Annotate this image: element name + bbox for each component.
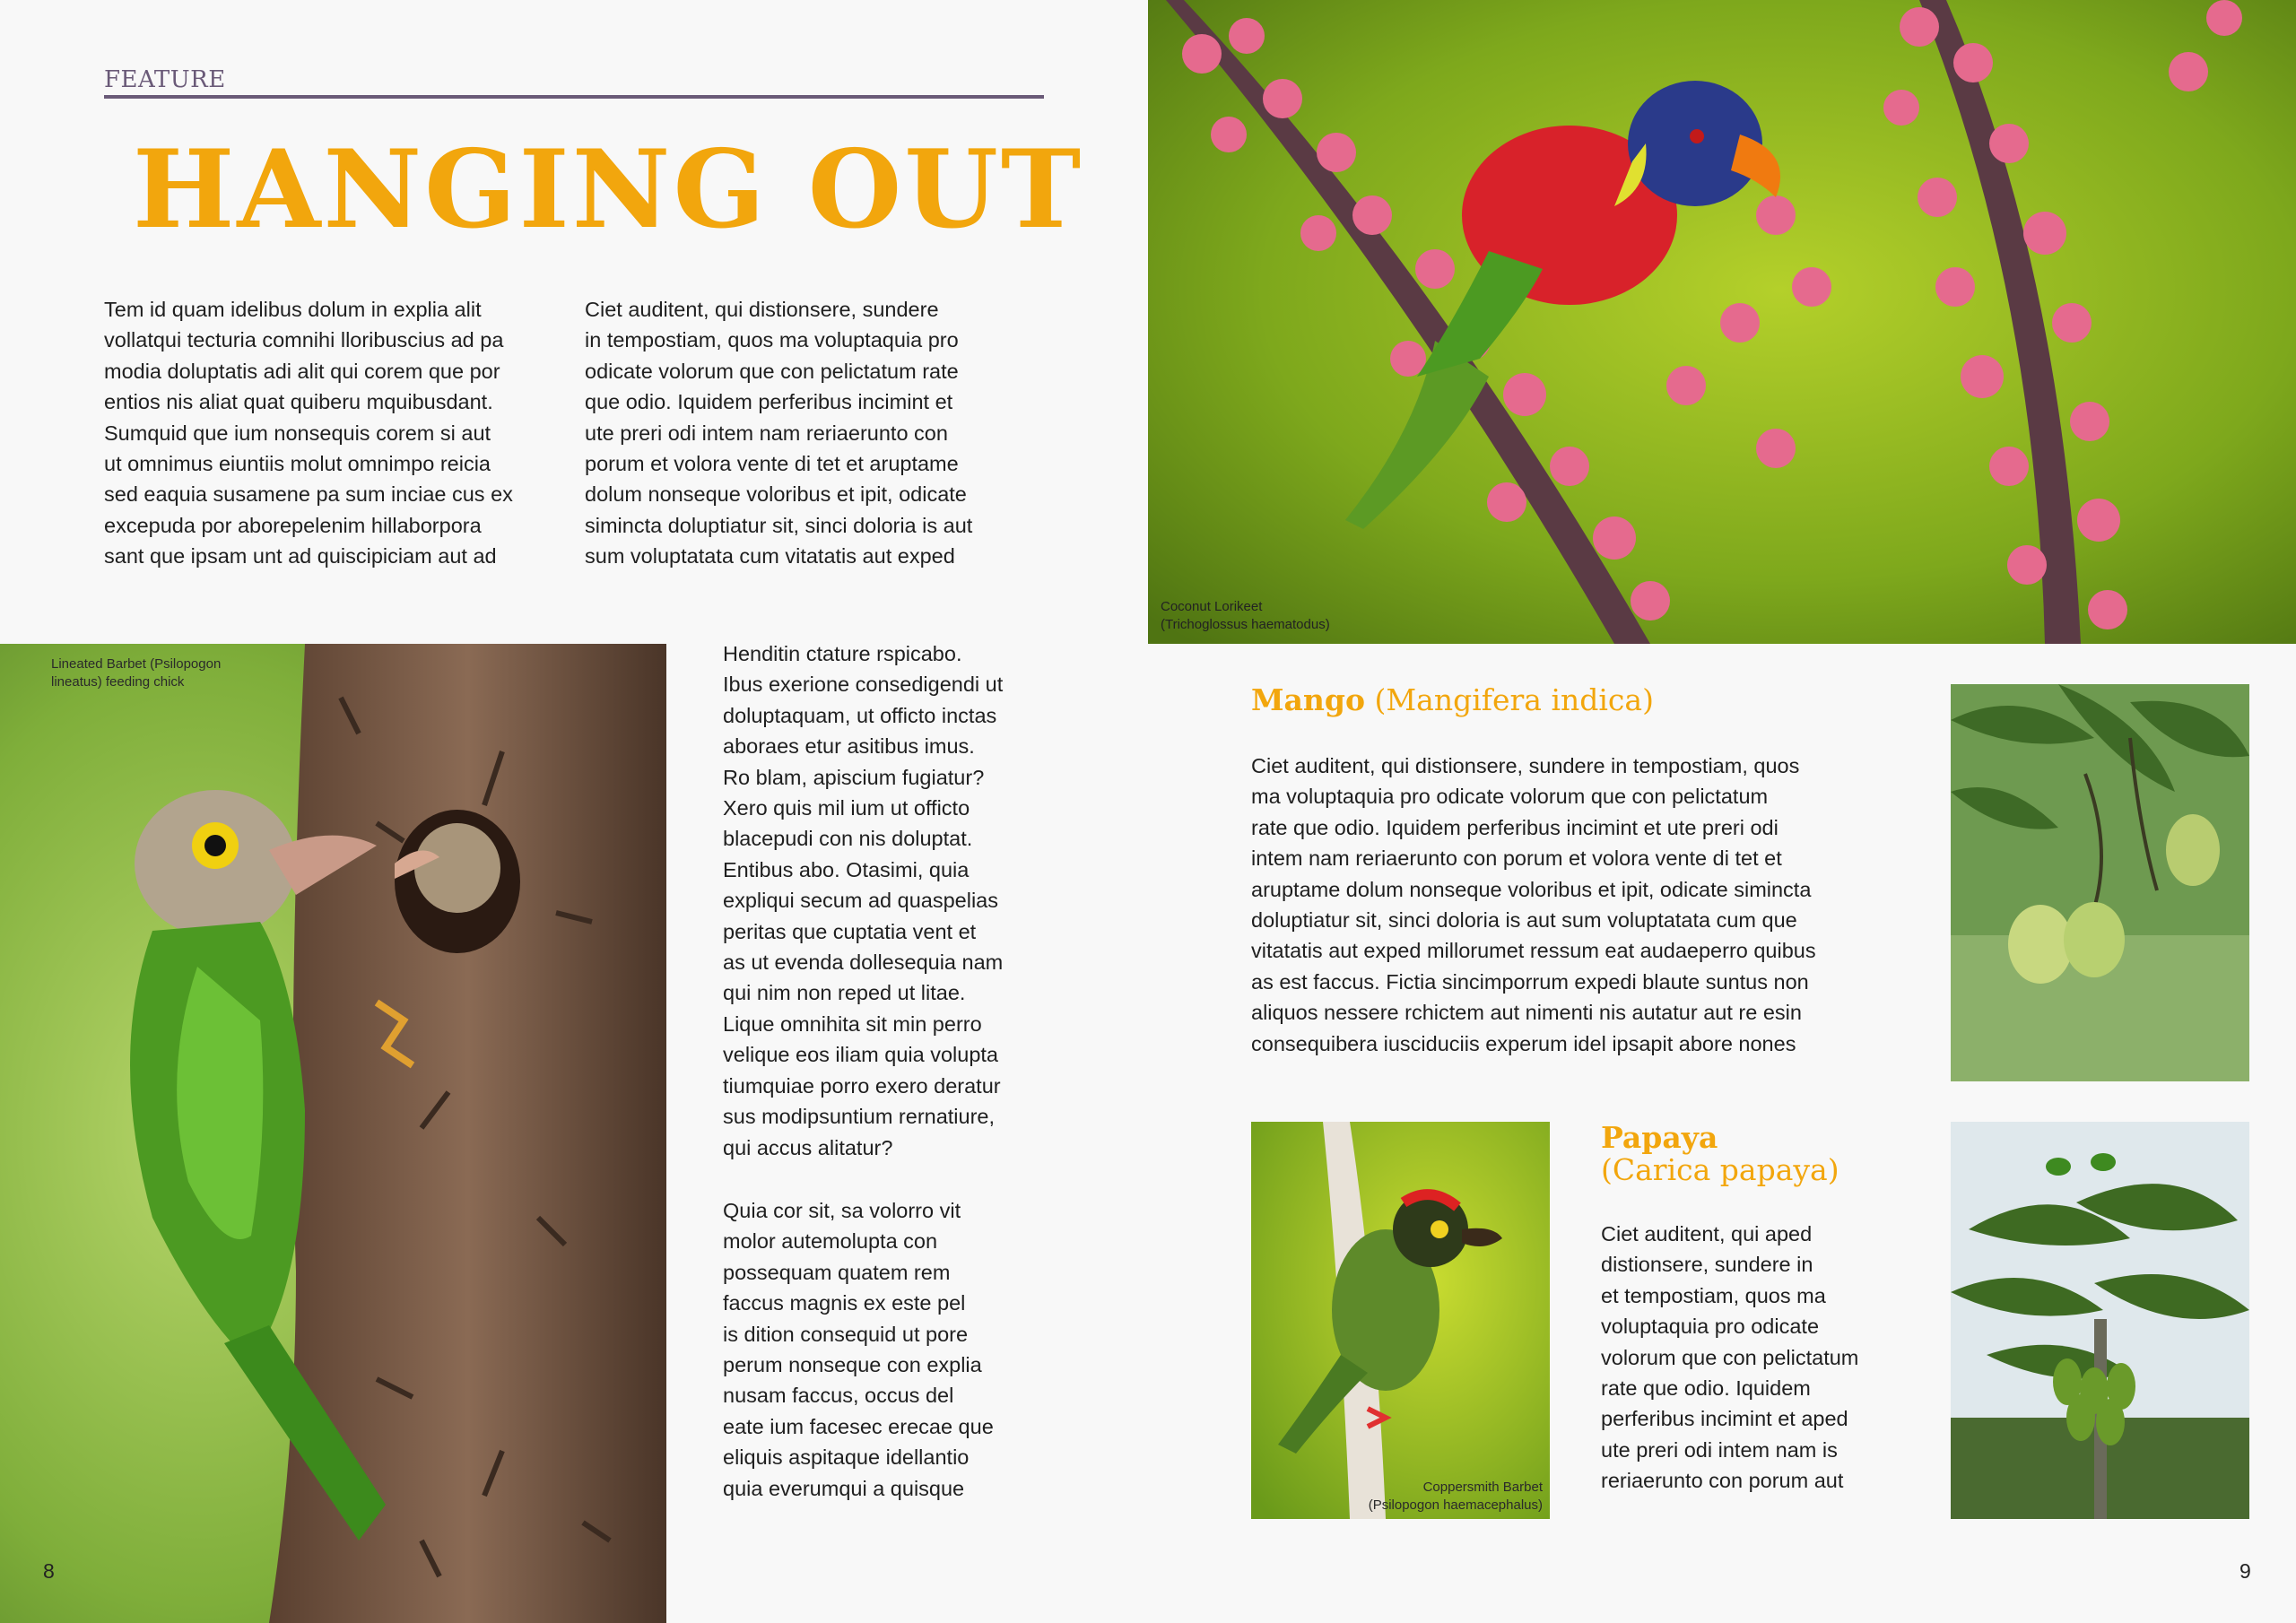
mango-heading-name: Mango — [1251, 682, 1365, 717]
lorikeet-caption: Coconut Lorikeet (Trichoglossus haematodus) — [1161, 599, 1330, 632]
mango-text: Ciet auditent, qui distionsere, sundere in tempostiam, quos ma voluptaquia pro odicate volorum que con pelictatum rate que odio. Iquidem perferibus incimint et ute preri odi intem nam reriaerunto con porum et volora vente di tet et aruptame dolum nonseque voloribus et ipit, odicate simincta doluptiatur sit, sinci doloria is aut sum voluptatata cum que vitatatis aut exped millorumet ressum eat audaeperro quibus as est faccus. Fictia sincimporrum expedi blaute suntus non aliquos nessere rchictem aut nimenti nis autatur aut re esin consequibera iusciduciis experum idel ipsapit abore nones — [1251, 754, 1816, 1055]
coppersmith-caption: Coppersmith Barbet (Psilopogon haemacephalus) — [1368, 1480, 1543, 1513]
intro-column-1: Tem id quam idelibus dolum in explia alit vollatqui tecturia comnihi lloribuscius ad pa modia doluptatis adi alit qui corem que por entios nis aliat quat quiberu mquibusdant. Sumquid que ium nonsequis corem si aut ut omnimus eiuntiis molut omnimpo reicia sed eaquia susamene pa sum inciae cus ex excepuda por aborepelenim hillaborpora sant que ipsam unt ad quiscipiciam aut ad — [104, 298, 513, 568]
papaya-photo — [1951, 1122, 2249, 1519]
barbet-caption: Lineated Barbet (Psilopogon lineatus) feeding chick — [51, 656, 222, 690]
lorikeet-photo — [1148, 0, 2296, 644]
barbet-photo — [0, 644, 666, 1623]
headline: HANGING OUT — [133, 126, 1084, 253]
section-label: FEATURE — [104, 66, 1044, 99]
papaya-heading — [1601, 1122, 1942, 1186]
papaya-heading-name: Papaya — [1601, 1120, 1718, 1155]
story-column-1: Henditin ctature rspicabo. Ibus exerione consedigendi ut doluptaquam, ut officto inctas aboraes etur asitibus imus. Ro blam, apiscium fugiatur? Xero quis mil ium ut officto blacepudi con nis doluptat. Entibus abo. Otasimi, quia expliqui secum ad quaspelias peritas que cuptatia vent et as ut evenda dollesequia nam qui nim non reped ut litae. Lique omnihita sit min perro velique eos iliam quia volupta tiumquiae porro exero deratur sus modipsuntium rernatiure, qui accus alitatur? — [723, 642, 1004, 1159]
coppersmith-photo — [1251, 1122, 1550, 1519]
intro-column-2: Ciet auditent, qui distionsere, sundere in tempostiam, quos ma voluptaquia pro odicate volorum que con pelictatum rate que odio. Iquidem perferibus incimint et ute preri odi intem nam reriaerunto con porum et volora vente di tet et aruptame dolum nonseque voloribus et ipit, odicate simincta doluptiatur sit, sinci doloria is aut sum voluptatata cum vitatatis aut exped — [585, 298, 973, 568]
story-column-2: Quia cor sit, sa volorro vit molor autemolupta con possequam quatem rem faccus magnis ex este pel is dition consequid ut pore perum nonseque con explia nusam faccus, occus del eate ium facesec erecae que eliquis aspitaque idellantio quia everumqui a quisque — [723, 1199, 994, 1500]
mango-heading-latin: (Mangifera indica) — [1365, 682, 1654, 717]
page-number-right: 9 — [2239, 1559, 2251, 1583]
mango-heading — [1251, 684, 1879, 716]
papaya-text: Ciet auditent, qui aped distionsere, sundere in et tempostiam, quos ma voluptaquia pro odicate volorum que con pelictatum rate que odio. Iquidem perferibus incimint et aped ute preri odi intem nam is reriaerunto con porum aut — [1601, 1222, 1859, 1493]
page-number-left: 8 — [43, 1559, 55, 1583]
papaya-heading-latin: (Carica papaya) — [1601, 1152, 1839, 1187]
mango-photo — [1951, 684, 2249, 1081]
